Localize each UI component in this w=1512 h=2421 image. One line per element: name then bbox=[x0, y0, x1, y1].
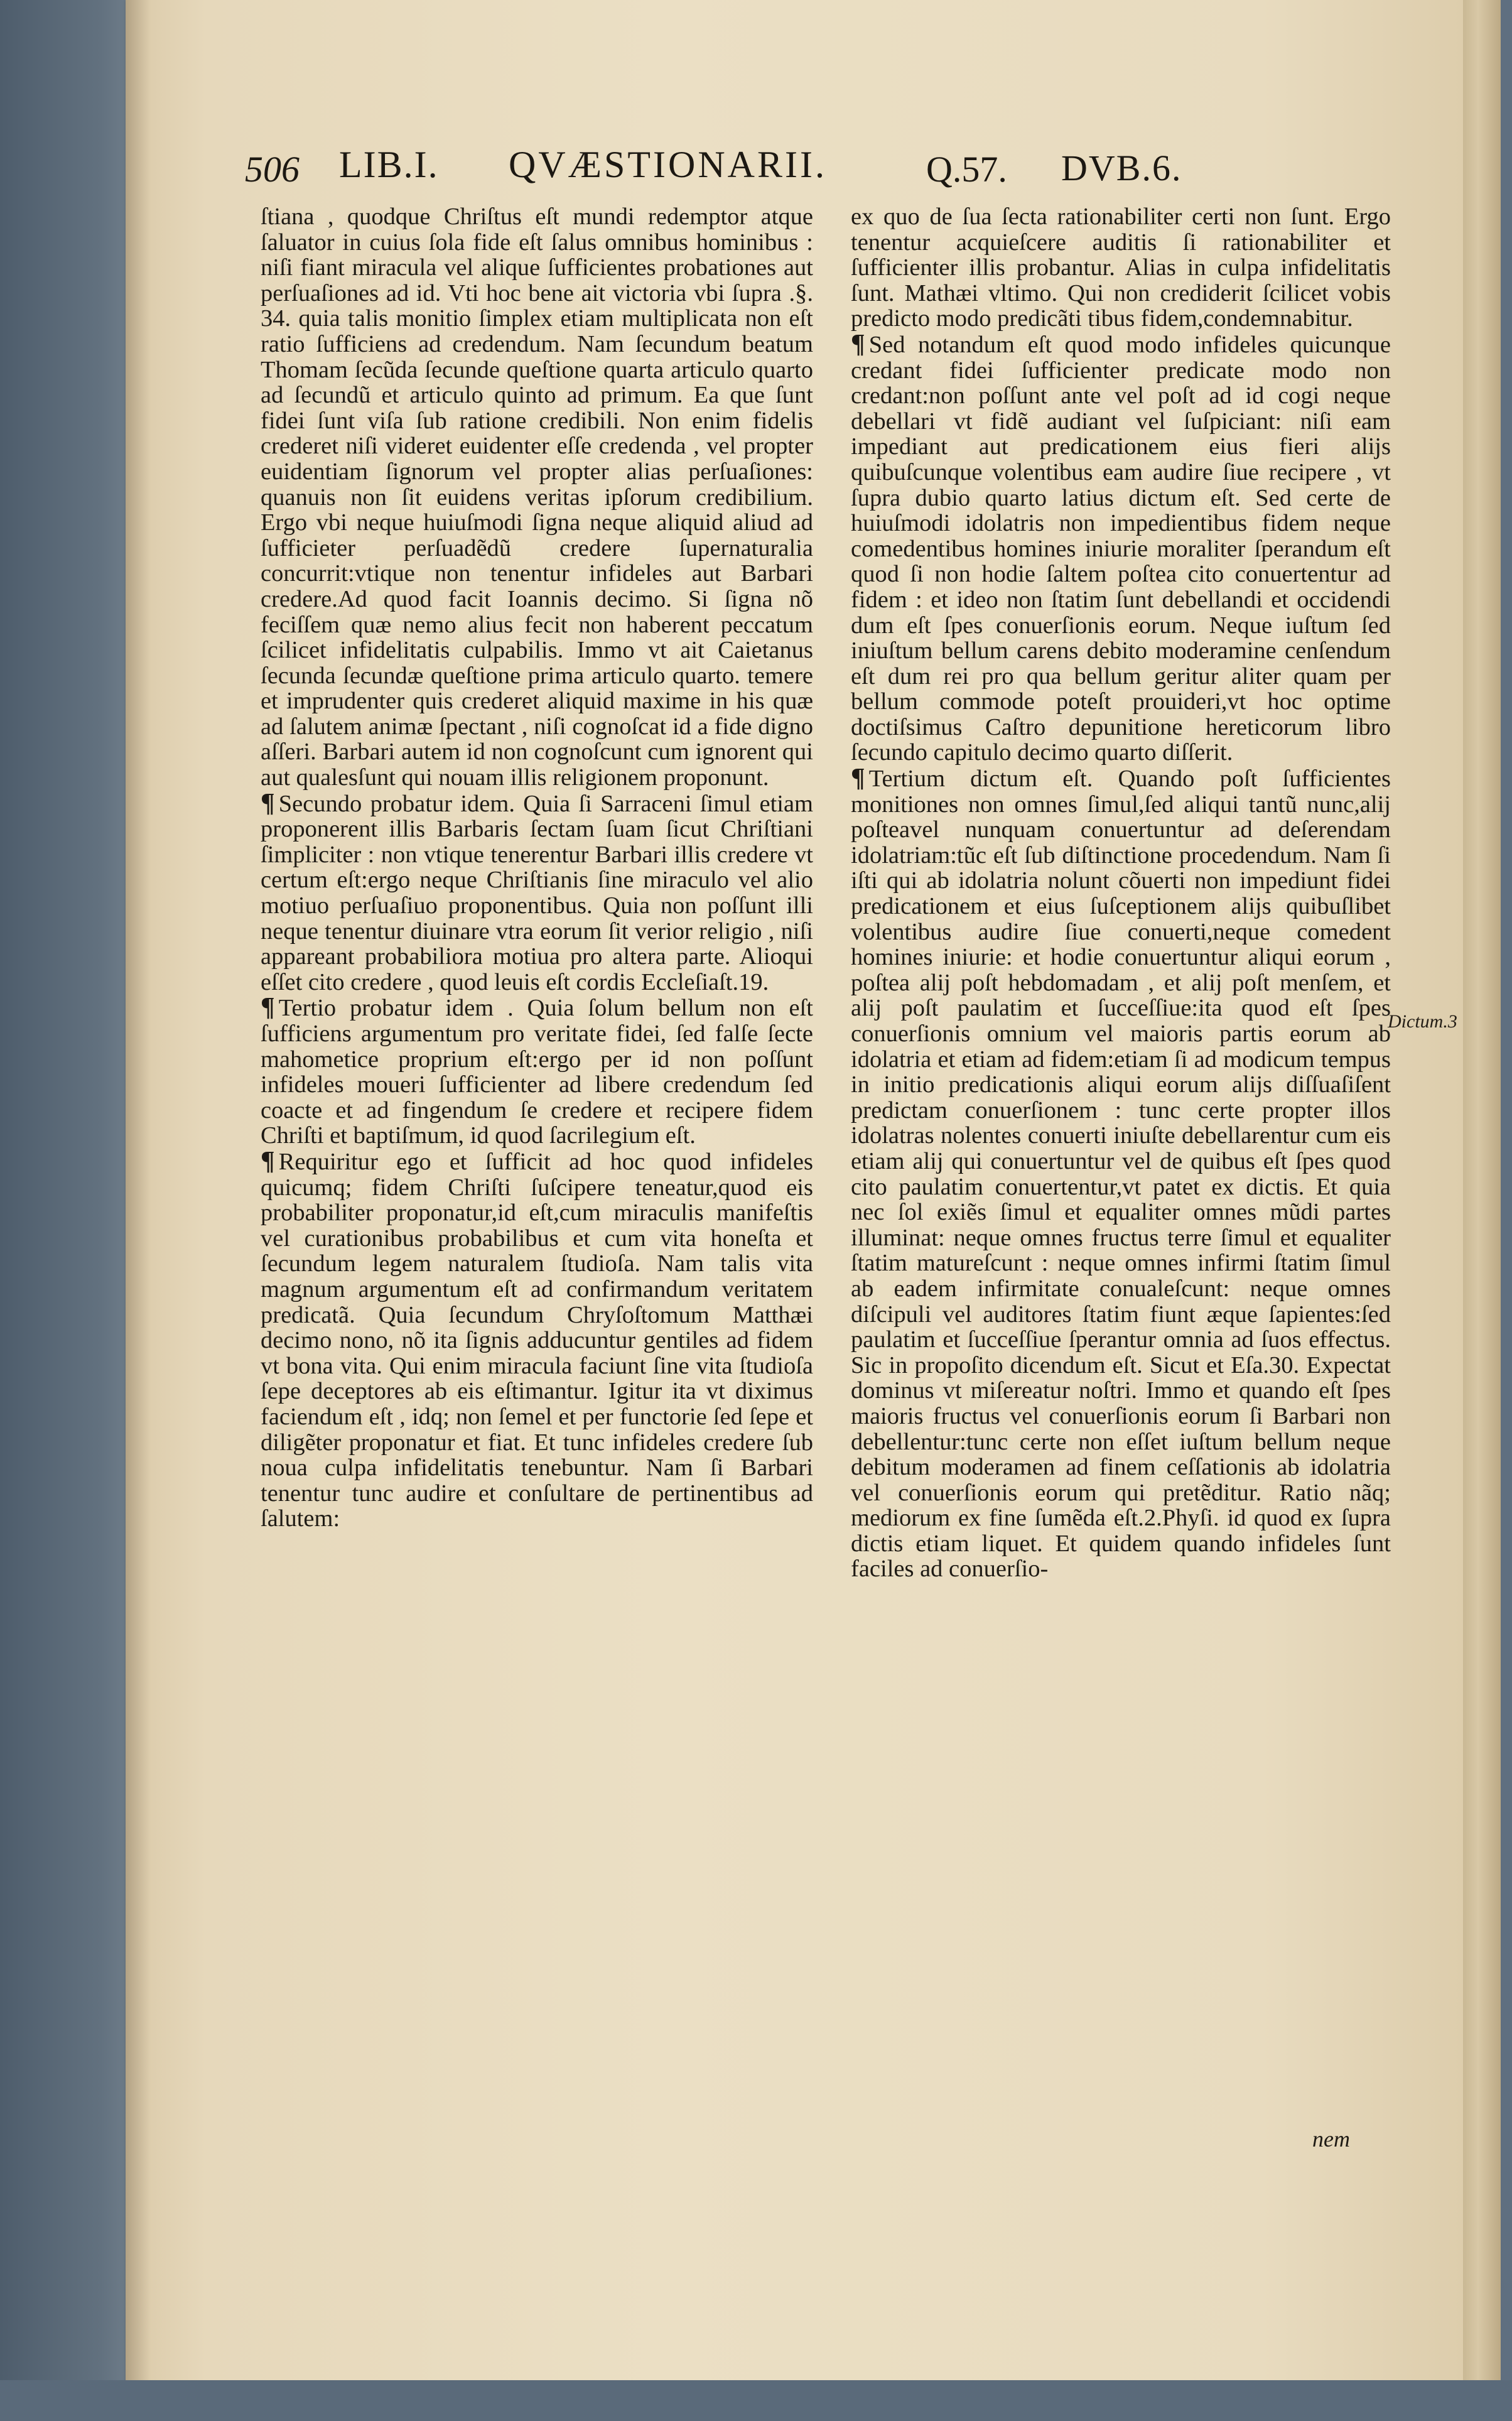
paragraph-mark-icon: ¶ bbox=[851, 329, 865, 359]
header-book: LIB.I. bbox=[339, 144, 439, 185]
marginal-note: Dictum.3 bbox=[1388, 1011, 1457, 1032]
paragraph: ¶ Tertio probatur idem . Quia ſolum bellum non eſt ſufficiens argumentum pro veritate fidei, ſed falſe ſecte mahometice proprium eſt:ergo per id non poſſunt infideles moueri ſufficienter ad libere credendum ſed coacte et ad fingendum ſe credere et recipere fidem Chriſti et baptiſmum, id quod ſacrilegium eſt. bbox=[261, 993, 813, 1149]
paragraph: ¶ Requiritur ego et ſufficit ad hoc quod infideles quicumq; fidem Chriſti ſuſcipere teneatur,quod eis probabiliter proponatur,id eſt,cum miraculis manifeſtis vel curationibus probabilibus et cum vita honeſta et ſecundum legem naturalem ſtudioſa. Nam talis vita magnum argumentum eſt ad confirmandum veritatem predicatã. Quia ſecundum Chryſoſtomum Matthæi decimo nono, nõ ita ſignis adducuntur gentiles ad fidem vt bona vita. Qui enim miracula faciunt ſine vita ſtudioſa ſepe deceptores ab eis eſtimantur. Igitur ita vt diximus faciendum eſt , idq; non ſemel et per functorie ſed ſepe et diligẽter proponatur et fiat. Et tunc infideles credere ſub noua culpa infidelitatis tenebuntur. Nam ſi Barbari tenentur tunc audire et conſultare de pertinentibus ad ſalutem: bbox=[261, 1146, 813, 1532]
paragraph: ¶ Tertium dictum eſt. Quando poſt ſufficientes monitiones non omnes ſimul,ſed aliqui tantũ nunc,alij poſteavel nunquam conuertuntur ad deſerendam idolatriam:tũc eſt ſub diſtinctione procedendum. Nam ſi iſti qui ab idolatria nolunt cõuerti non impediunt fidei predicationem et eius ſuſceptionem alijs quibuſlibet volentibus audire ſiue conuerti,neque comedent homines iniurie: et hodie conuertuntur aliqui eorum , poſtea alij poſt hebdomadam , et alij poſt menſem, et alij poſt paulatim et ſucceſſiue:ita quod eſt ſpes conuerſionis omnium vel maioris partis eorum ab idolatria et etiam ad fidem:etiam ſi ad modicum tempus in initio predicationis aliqui eorum alijs diſſuaſiſent predictam conuerſionem : tunc certe propter illos idolatras nolentes conuerti iniuſte debellarentur cum eis etiam alij qui conuertuntur vel de quibus eſt ſpes quod cito paulatim conuertentur,vt patet ex dictis. Et quia nec ſol exiẽs ſimul et equaliter omnes mũdi partes illuminat: neque omnes fructus terre ſimul et equaliter ſtatim matureſcunt : neque omnes infirmi ſtatim ſimul ab eadem infirmitate conualeſcunt: neque omnes diſcipuli vel auditores ſtatim fiunt æque ſapientes:ſed paulatim et ſucceſſiue ſperantur omnia ad ſuos effectus. Sic in propoſito dicendum eſt. Sicut et Eſa.30. Expectat dominus vt miſereatur noſtri. Immo et quando eſt ſpes maioris fructus vel conuerſionis eorum ſi Barbari non debellentur:tunc certe non eſſet iuſtum bellum neque debitum moderamen ad finem ceſſationis ab idolatria vel conuerſionis eorum qui pretẽditur. Ratio nãq; mediorum ex fine ſumẽda eſt.2.Phyſi. id quod ex ſupra dictis etiam liquet. Et quidem quando infideles ſunt faciles ad conuerſio- bbox=[851, 764, 1391, 1583]
right-text-column bbox=[851, 204, 1391, 1582]
paragraph: ſtiana , quodque Chriſtus eſt mundi redemptor atque ſaluator in cuius ſola fide eſt ſalus omnibus hominibus : niſi fiant miracula vel alique ſufficientes probationes aut perſuaſiones ad id. Vti hoc bene ait victoria vbi ſupra .§. 34. quia talis monitio ſimplex etiam multiplicata non eſt ratio ſufficiens ad credendum. Nam ſecundum beatum Thomam ſecũda ſecunde queſtione quarta articulo quarto ad ſecundũ et articulo quinto ad primum. Ea que ſunt fidei ſunt viſa ſub ratione credibili. Non enim fidelis crederet niſi videret euidenter eſſe credenda , vel propter euidentiam ſignorum vel propter alias perſuaſiones: quanuis non ſit euidens veritas ipſorum credibilium. Ergo vbi neque huiuſmodi ſigna neque aliquid aliud ad ſufficieter perſuadẽdũ credere ſupernaturalia concurrit:vtique non tenentur infideles aut Barbari credere.Ad quod facit Ioannis decimo. Si ſigna nõ feciſſem quæ nemo alius fecit non haberent peccatum ſcilicet infidelitatis culpabilis. Immo vt ait Caietanus ſecunda ſecundæ queſtione prima articulo quarto. temere et imprudenter quis crederet aliquid maxime in his quæ ad ſalutem animæ ſpectant , niſi cognoſcat id a fide digno aſſeri. Barbari autem id non cognoſcunt cum ignorent qui aut qualesſunt qui nouam illis religionem proponunt. bbox=[261, 203, 813, 791]
header-question: Q.57. bbox=[926, 149, 1007, 190]
running-header bbox=[245, 143, 1407, 193]
page-fore-edge bbox=[1463, 0, 1501, 2383]
paragraph: ex quo de ſua ſecta rationabiliter certi non ſunt. Ergo tenentur acquieſcere auditis ſi rationabiliter et ſufficienter illis probantur. Alias in culpa infidelitatis ſunt. Mathæi vltimo. Qui non crediderit ſcilicet vobis predicto modo predicãti tibus fidem,condemnabitur. bbox=[851, 203, 1391, 332]
paragraph: ¶ Sed notandum eſt quod modo infideles quicunque credant fidei ſufficienter predicate modo non credant:non poſſunt ante vel poſt ad id cogi neque debellari vt fidẽ audiant vel ſuſpiciant: niſi eam impediant aut predicationem eius fieri alijs quibuſcunque volentibus eam audire ſiue recipere , vt ſupra dubio quarto latius dictum eſt. Sed certe de huiuſmodi idolatris non impedientibus fidem neque comedentibus homines iniurie moraliter ſperandum eſt quod ſi non hodie ſaltem poſtea cito conuertentur ad fidem : et ideo non ſtatim ſunt debellandi et occidendi dum eſt ſpes conuerſionis eorum. Neque iuſtum ſed iniuſtum bellum carens debito moderamine cenſendum eſt dum rei pro qua bellum geritur aliter quam per bellum commode poteſt prouideri,vt hoc optime doctiſsimus Caſtro depunitione hereticorum libro ſecundo capitulo decimo quarto diſſerit. bbox=[851, 329, 1391, 766]
header-work-title: QVÆSTIONARII. bbox=[509, 144, 827, 185]
left-text-column bbox=[261, 204, 813, 1532]
catchword: nem bbox=[1312, 2126, 1350, 2152]
page-number: 506 bbox=[245, 149, 300, 190]
background-left bbox=[0, 0, 126, 2421]
gutter-shadow bbox=[126, 0, 151, 2383]
paragraph: ¶ Secundo probatur idem. Quia ſi Sarraceni ſimul etiam proponerent illis Barbaris ſectam ſuam ſicut Chriſtiani ſimpliciter : non vtique tenerentur Barbari illis credere vt certum eſt:ergo neque Chriſtianis ſine miraculo vel alio motiuo perſuaſiuo proponentibus. Quia non poſſunt illi neque tenentur diuinare vtra eorum ſit verior religio , niſi appareant probabiliora motiua pro altera parte. Alioqui eſſet cito credere , quod leuis eſt cordis Eccleſiaſt.19. bbox=[261, 788, 813, 995]
paragraph-mark-icon: ¶ bbox=[851, 764, 865, 793]
paragraph-mark-icon: ¶ bbox=[261, 993, 275, 1022]
background-bottom bbox=[0, 2380, 1512, 2421]
paragraph-mark-icon: ¶ bbox=[261, 1146, 275, 1176]
header-dubium: DVB.6. bbox=[1061, 148, 1182, 188]
paragraph-mark-icon: ¶ bbox=[261, 788, 275, 818]
